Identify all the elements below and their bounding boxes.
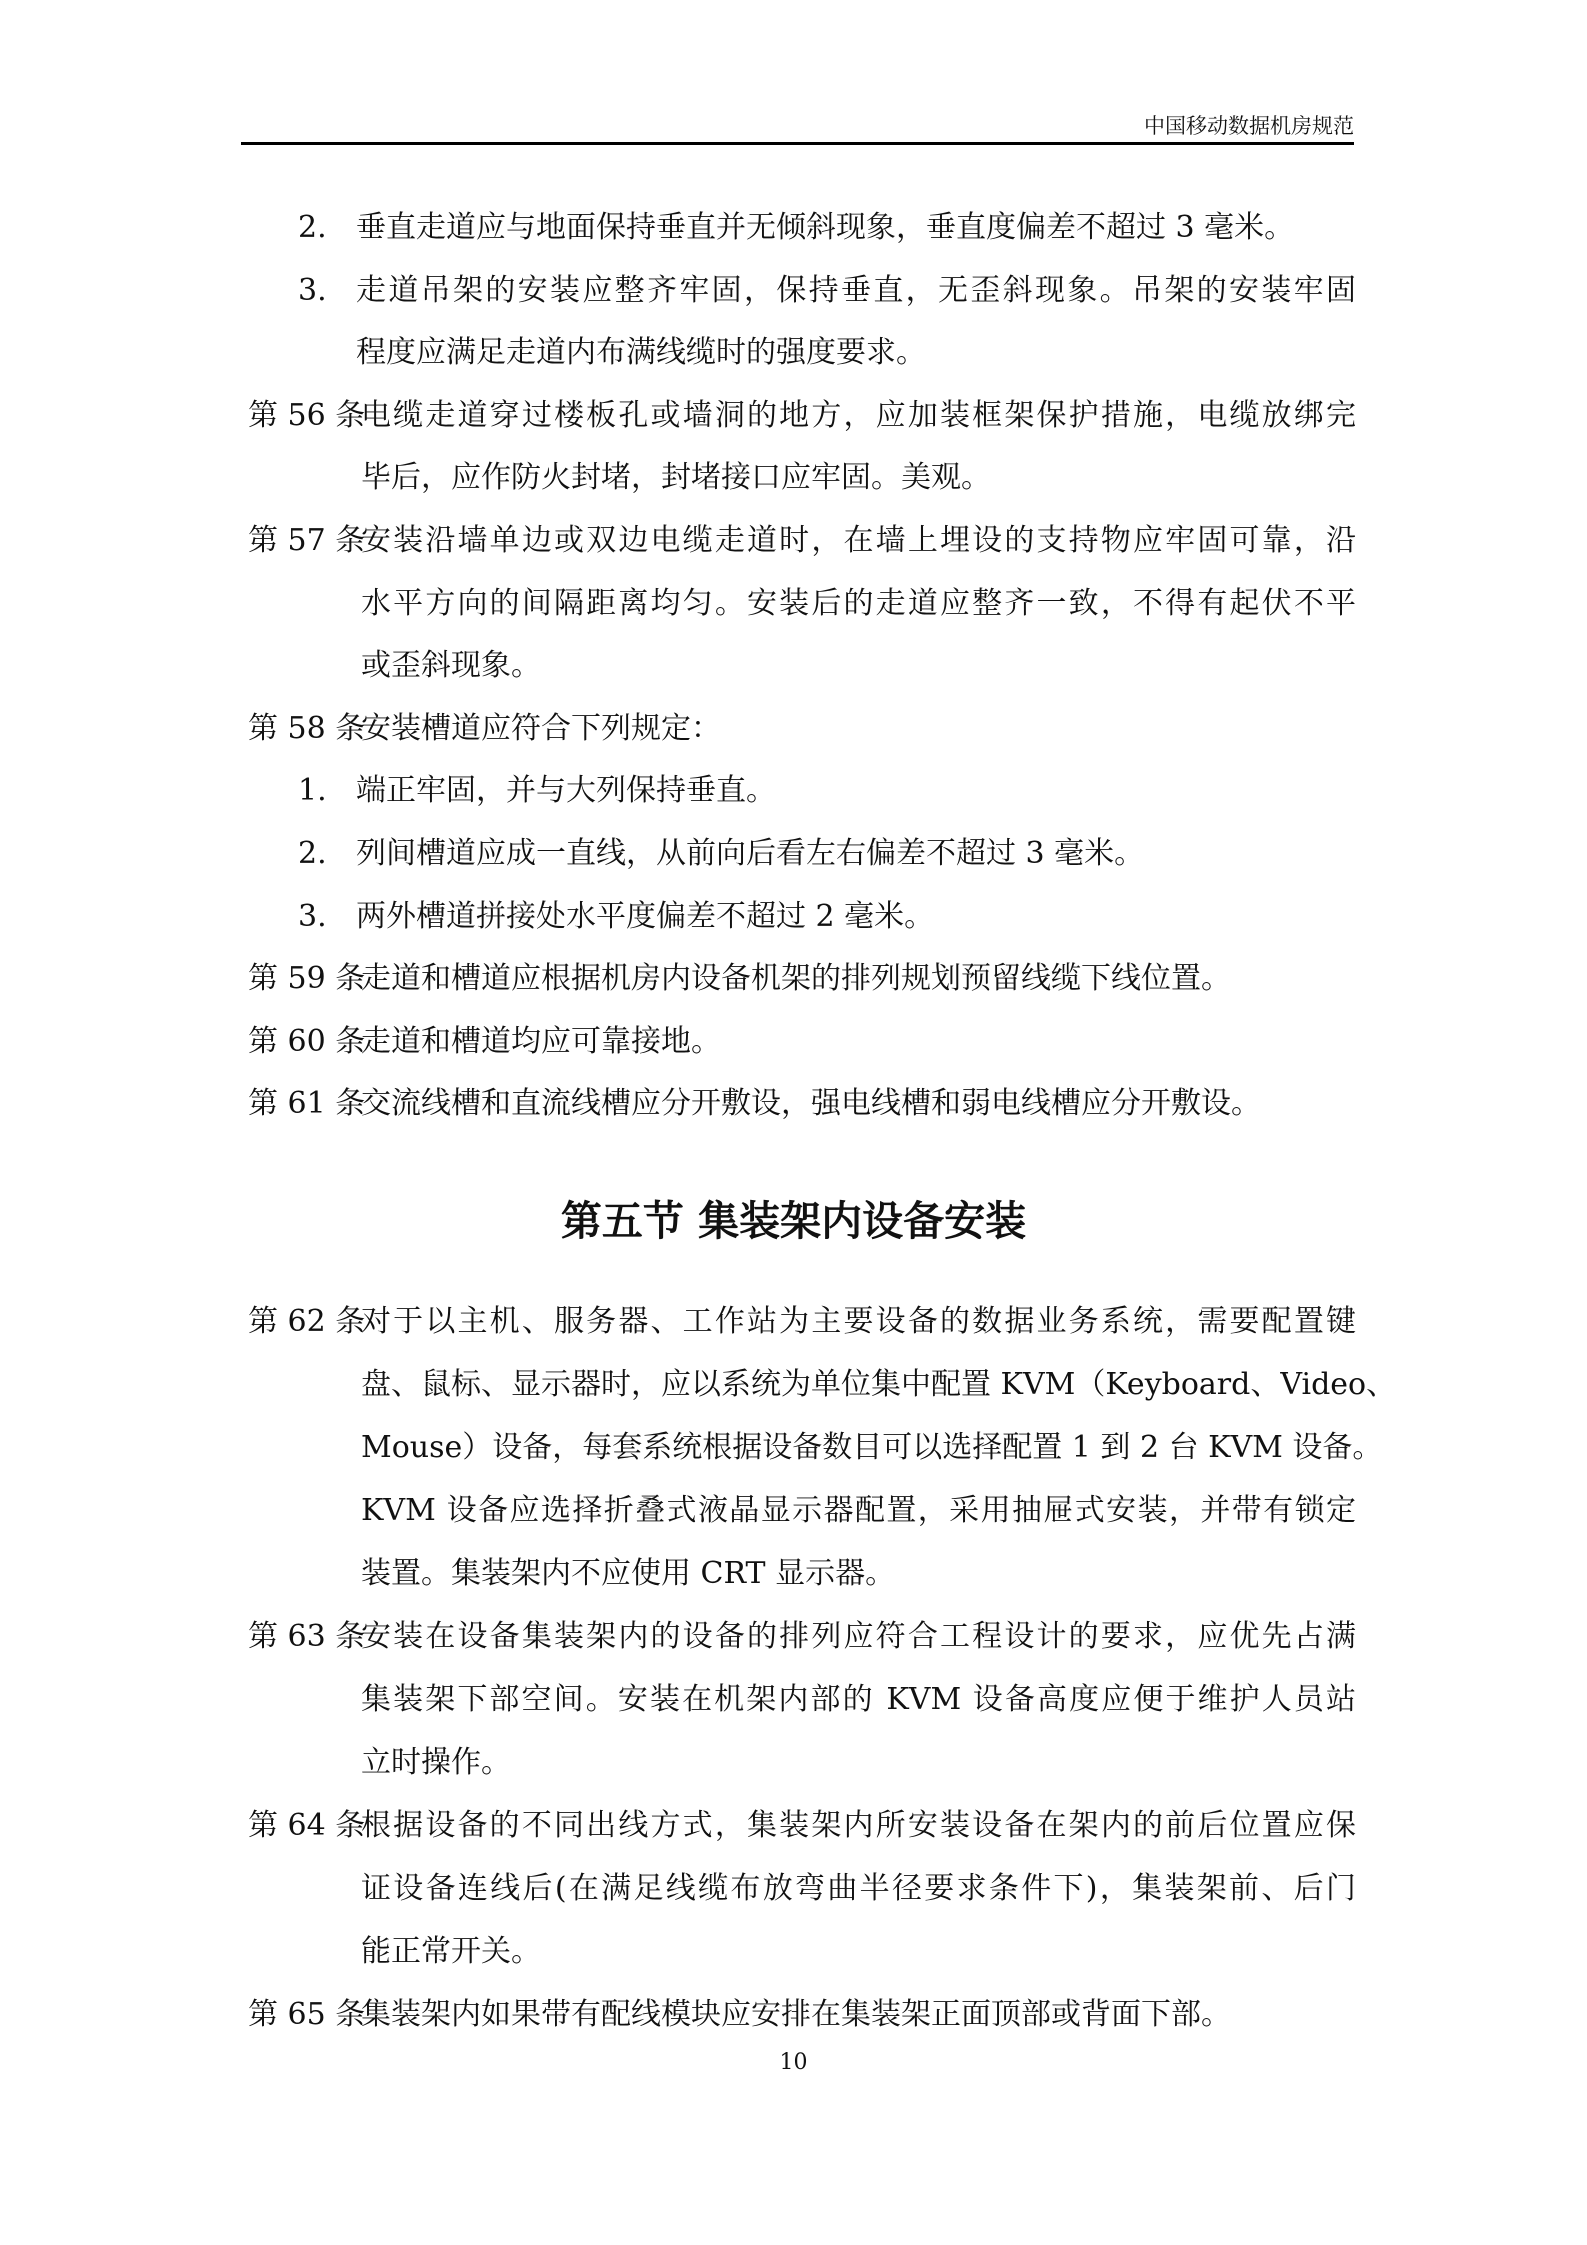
clause-number: 第 57 条 (248, 523, 366, 558)
continuation-line (248, 1554, 1356, 1594)
clause-number: 第 65 条 (248, 1997, 366, 2032)
line-text: 走道吊架的安装应整齐牢固，保持垂直，无歪斜现象。吊架的安装牢固 (356, 272, 1356, 308)
clause-number: 第 59 条 (248, 961, 366, 997)
clause-line (248, 1022, 1356, 1062)
clause-line (248, 521, 1356, 561)
line-text: 对于以主机、服务器、工作站为主要设备的数据业务系统，需要配置键 (361, 1304, 1356, 1339)
line-text: 走道和槽道应根据机房内设备机架的排列规划预留线缆下线位置。 (361, 961, 1231, 997)
clause-line (248, 709, 1356, 749)
line-text: 安装在设备集装架内的设备的排列应符合工程设计的要求，应优先占满 (361, 1619, 1356, 1654)
clause-number: 第 58 条 (248, 710, 366, 746)
line-text: 毕后，应作防火封堵，封堵接口应牢固。美观。 (361, 460, 991, 496)
continuation-line (248, 1680, 1356, 1720)
line-text: 或歪斜现象。 (361, 648, 541, 684)
list-number: 1. (298, 773, 327, 809)
clause-number: 第 64 条 (248, 1808, 366, 1843)
line-text: 集装架下部空间。安装在机架内部的 KVM 设备高度应便于维护人员站 (361, 1682, 1356, 1717)
line-text: 列间槽道应成一直线，从前向后看左右偏差不超过 3 毫米。 (356, 836, 1145, 871)
line-text: 两外槽道拼接处水平度偏差不超过 2 毫米。 (356, 898, 935, 934)
list-number: 3. (298, 272, 327, 308)
line-text: 电缆走道穿过楼板孔或墙洞的地方，应加装框架保护措施，电缆放绑完 (361, 397, 1356, 433)
list-item-line (298, 897, 1356, 937)
clause-number: 第 56 条 (248, 397, 366, 433)
clause-line (248, 1617, 1356, 1657)
clause-number: 第 62 条 (248, 1304, 366, 1339)
line-text: 走道和槽道均应可靠接地。 (361, 1023, 721, 1059)
list-item-line (298, 208, 1356, 248)
clause-line (248, 1806, 1356, 1846)
line-text: 安装槽道应符合下列规定： (361, 710, 721, 746)
continuation-line (248, 1365, 1397, 1405)
list-item-line (298, 333, 1356, 373)
line-text: 垂直走道应与地面保持垂直并无倾斜现象，垂直度偏差不超过 3 毫米。 (356, 210, 1295, 245)
page-number: 10 (779, 2050, 808, 2075)
continuation-line (248, 1491, 1356, 1531)
continuation-line (248, 646, 1356, 686)
section-heading: 第五节 集装架内设备安装 (560, 1197, 1027, 1245)
list-item-line (298, 771, 1356, 811)
continuation-line (248, 1932, 1356, 1972)
clause-number: 第 60 条 (248, 1023, 366, 1059)
clause-line (248, 959, 1356, 999)
continuation-line (248, 458, 1356, 498)
clause-line (248, 396, 1356, 436)
line-text: 交流线槽和直流线槽应分开敷设，强电线槽和弱电线槽应分开敷设。 (361, 1086, 1261, 1122)
clause-number: 第 63 条 (248, 1619, 366, 1654)
line-text: 集装架内如果带有配线模块应安排在集装架正面顶部或背面下部。 (361, 1997, 1231, 2032)
line-text: 立时操作。 (361, 1745, 511, 1780)
header-rule (241, 142, 1354, 145)
continuation-line (248, 584, 1356, 624)
line-text: 能正常开关。 (361, 1934, 541, 1969)
line-text: 装置。集装架内不应使用 CRT 显示器。 (361, 1556, 896, 1591)
list-number: 3. (298, 898, 327, 934)
line-text: 程度应满足走道内布满线缆时的强度要求。 (356, 335, 926, 371)
list-item-line (298, 834, 1356, 874)
clause-line (248, 1302, 1356, 1342)
line-text: 盘、鼠标、显示器时，应以系统为单位集中配置 KVM（Keyboard、Video、 (361, 1367, 1397, 1402)
list-number: 2. (298, 210, 327, 245)
line-text: 证设备连线后(在满足线缆布放弯曲半径要求条件下)，集装架前、后门 (361, 1871, 1356, 1906)
running-header: 中国移动数据机房规范 (1144, 114, 1354, 138)
line-text: 端正牢固，并与大列保持垂直。 (356, 773, 776, 809)
clause-line (248, 1084, 1356, 1124)
line-text: Mouse）设备，每套系统根据设备数目可以选择配置 1 到 2 台 KVM 设备。 (361, 1430, 1383, 1465)
continuation-line (248, 1743, 1356, 1783)
continuation-line (248, 1869, 1356, 1909)
line-text: 安装沿墙单边或双边电缆走道时，在墙上埋设的支持物应牢固可靠，沿 (361, 523, 1356, 558)
clause-number: 第 61 条 (248, 1086, 366, 1122)
line-text: KVM 设备应选择折叠式液晶显示器配置，采用抽屉式安装，并带有锁定 (361, 1493, 1356, 1528)
list-number: 2. (298, 836, 327, 871)
line-text: 根据设备的不同出线方式，集装架内所安装设备在架内的前后位置应保 (361, 1808, 1356, 1843)
line-text: 水平方向的间隔距离均匀。安装后的走道应整齐一致，不得有起伏不平 (361, 585, 1356, 621)
continuation-line (248, 1428, 1383, 1468)
list-item-line (298, 271, 1356, 311)
clause-line (248, 1995, 1356, 2035)
